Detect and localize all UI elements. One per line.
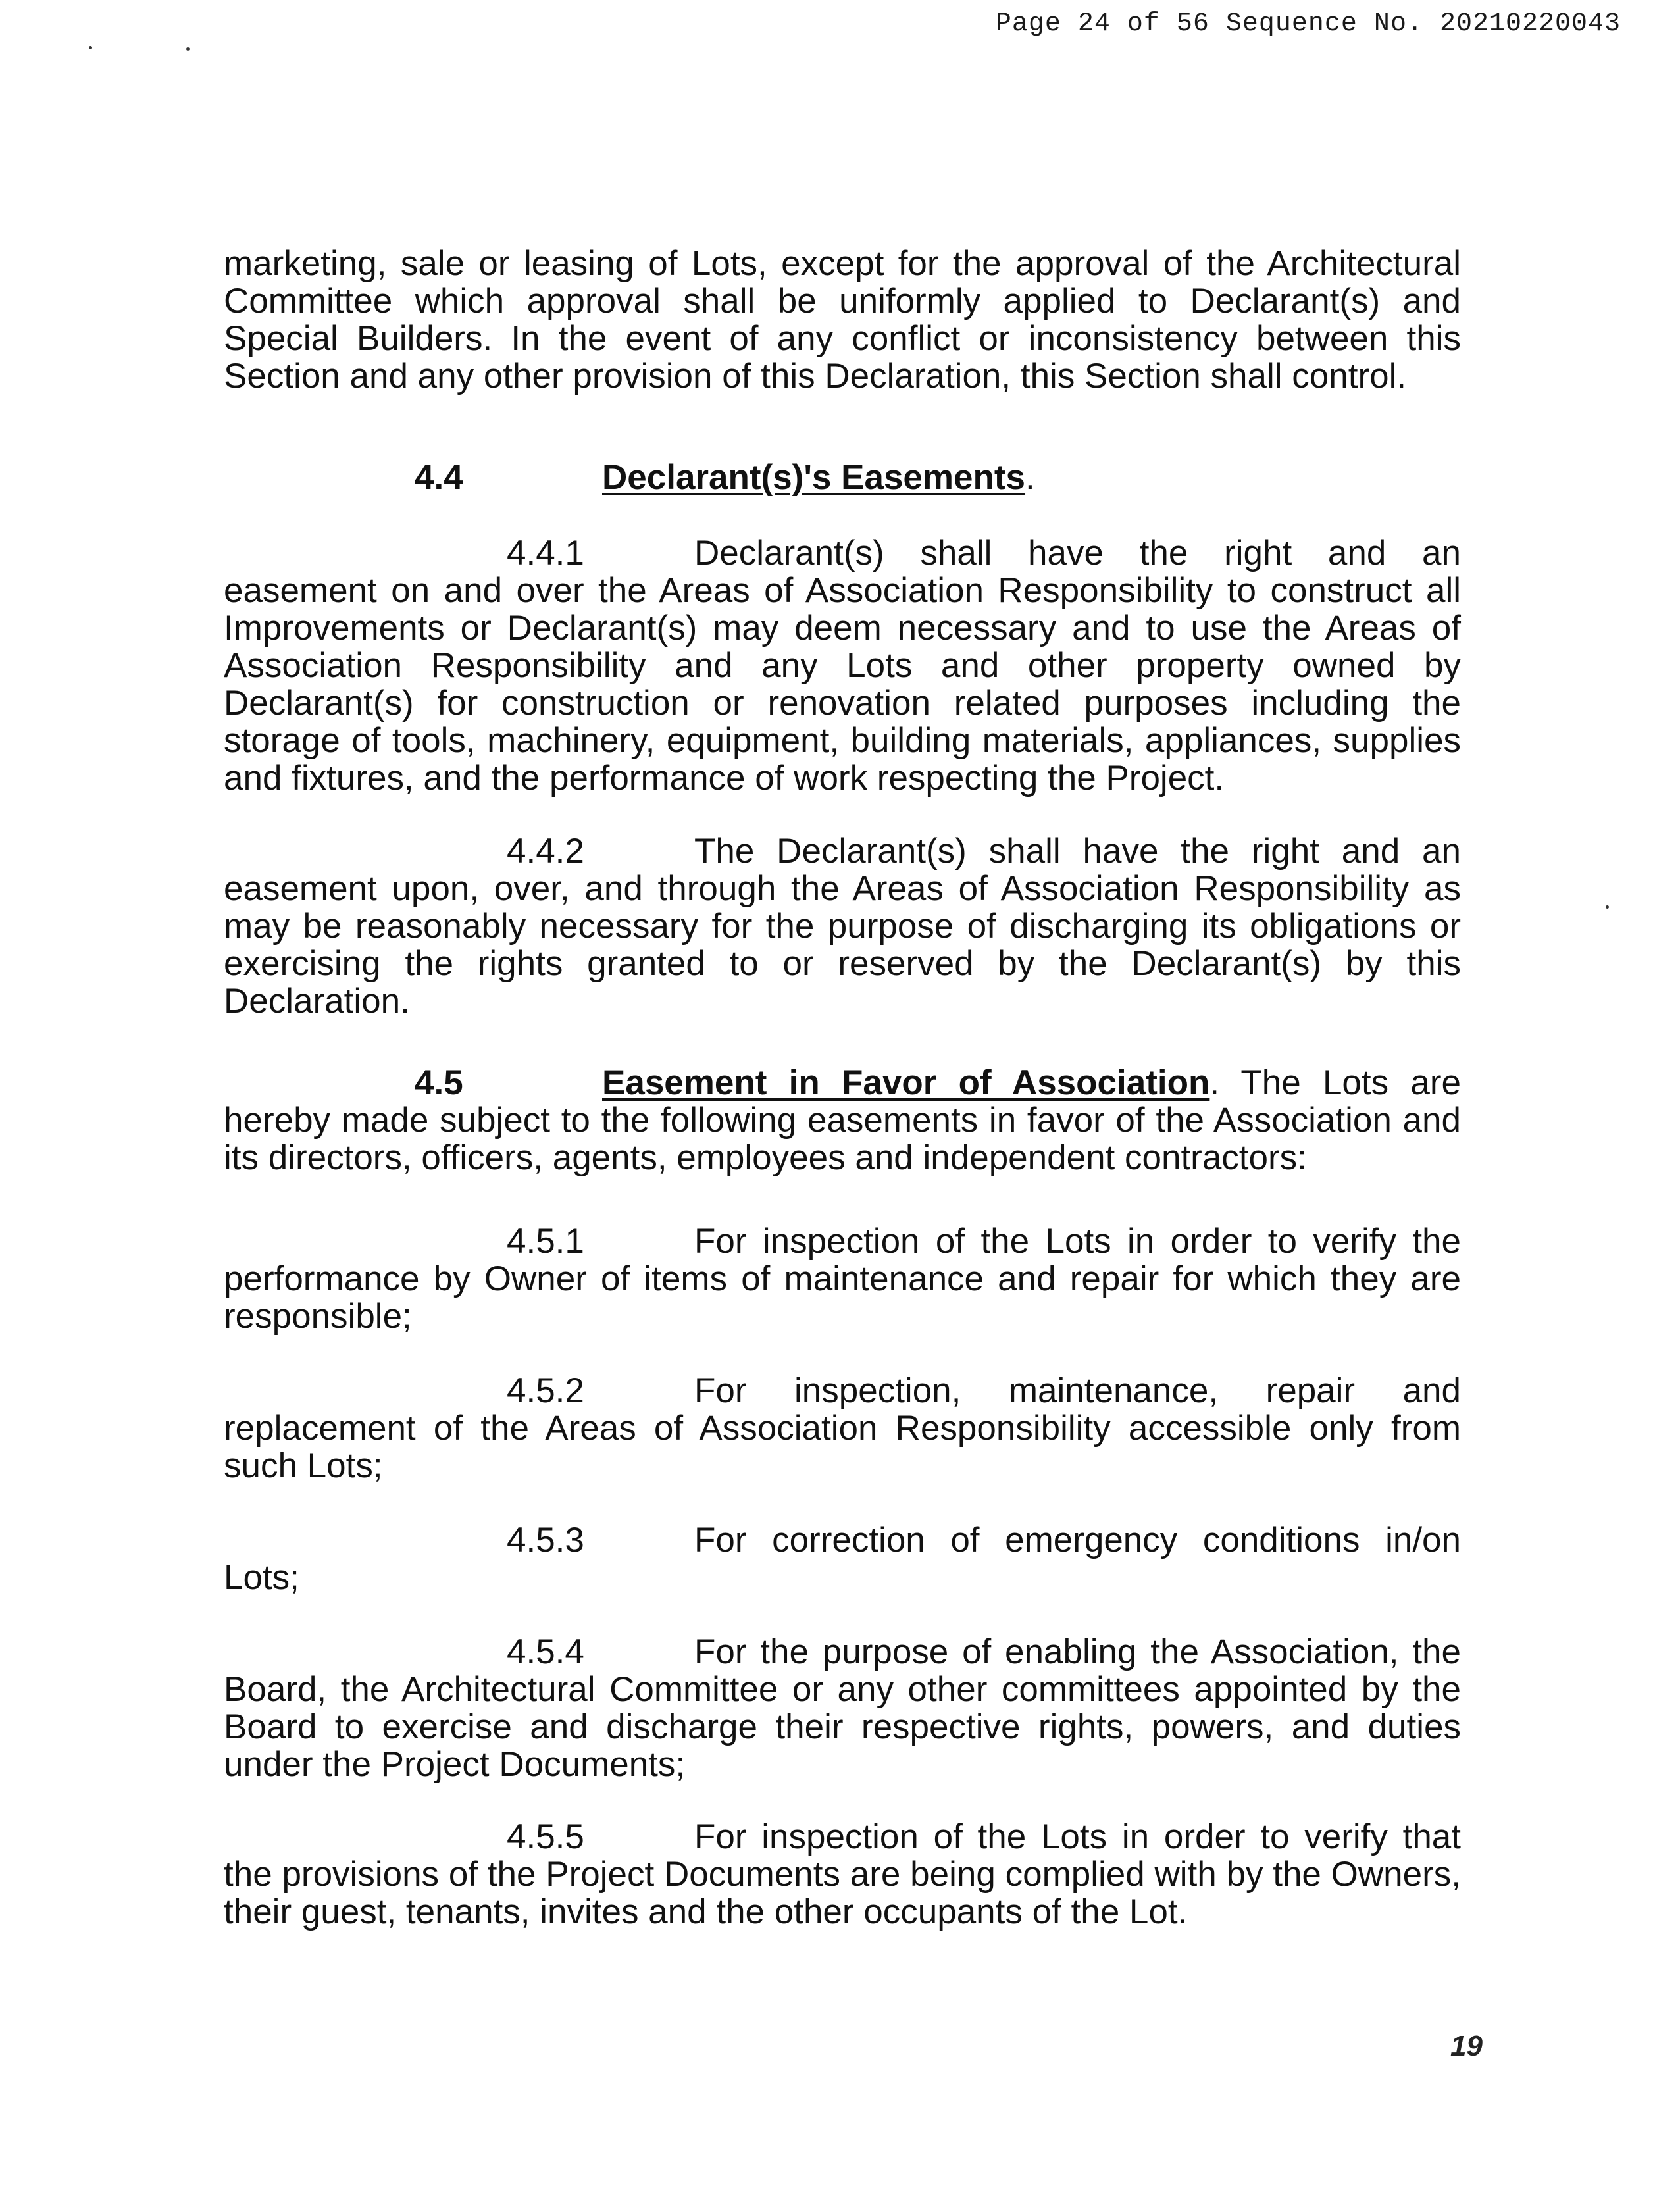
subsection-label: 4.4.1 <box>507 534 584 572</box>
subsection-4-5-4 <box>224 1633 1461 1783</box>
subsection-first-line: For the purpose of enabling the Association, the <box>694 1632 1461 1671</box>
subsection-body: easement upon, over, and through the Areas of Association Responsibility as may be reasonably necessary for the purpose of discharging its obligations or exercising the rights granted to or reserved by the Declarant(s) by this Declaration. <box>224 869 1461 1021</box>
subsection-label: 4.5.2 <box>507 1371 584 1410</box>
subsection-label: 4.5.4 <box>507 1632 584 1671</box>
subsection-4-4-1 <box>224 534 1461 797</box>
intro-paragraph <box>224 245 1461 395</box>
subsection-first-line: For inspection of the Lots in order to verify the <box>694 1222 1461 1261</box>
subsection-4-4-2 <box>224 832 1461 1020</box>
subsection-label: 4.5.5 <box>507 1817 584 1856</box>
subsection-body: Lots; <box>224 1558 299 1597</box>
section-4-4-heading <box>415 459 1035 496</box>
subsection-first-line: For inspection of the Lots in order to verify that <box>694 1817 1461 1856</box>
subsection-body: replacement of the Areas of Association Responsibility accessible only from such Lots; <box>224 1409 1461 1485</box>
scan-speck <box>89 46 92 49</box>
subsection-label: 4.5.1 <box>507 1222 584 1261</box>
subsection-4-5-1 <box>224 1223 1461 1335</box>
subsection-label: 4.5.3 <box>507 1521 584 1559</box>
subsection-first-line: Declarant(s) shall have the right and an <box>694 534 1461 572</box>
section-title: Easement in Favor of Association <box>602 1063 1210 1102</box>
section-body: hereby made subject to the following easements in favor of the Association and its directors, officers, agents, employees and independent contractors: <box>224 1101 1461 1177</box>
intro-text: marketing, sale or leasing of Lots, except for the approval of the Architectural Committee which approval shall be uniformly applied to Declarant(s) and Special Builders. In the event of any conflict or inconsistency between this Section and any other provision of this Declaration, this Section shall control. <box>224 244 1461 395</box>
section-number: 4.5 <box>415 1063 463 1102</box>
subsection-body: Board, the Architectural Committee or any other committees appointed by the Board to exercise and discharge their respective rights, powers, and duties under the Project Documents; <box>224 1670 1461 1784</box>
subsection-body: easement on and over the Areas of Association Responsibility to construct all Improvements or Declarant(s) may deem necessary and to use the Areas of Association Responsibility and any Lots and other property owned by Declarant(s) for construction or renovation related purposes including the storage of tools, machinery, equipment, building materials, appliances, supplies and fixtures, and the performance of work respecting the Project. <box>224 571 1461 797</box>
scan-speck <box>1606 905 1609 909</box>
subsection-first-line: The Declarant(s) shall have the right and an <box>694 832 1461 871</box>
scan-speck <box>186 47 190 51</box>
subsection-first-line: For correction of emergency conditions in/on <box>694 1521 1461 1559</box>
subsection-first-line: For inspection, maintenance, repair and <box>694 1371 1461 1410</box>
section-4-5 <box>224 1064 1461 1176</box>
subsection-4-5-5 <box>224 1818 1461 1931</box>
subsection-body: performance by Owner of items of maintenance and repair for which they are responsible; <box>224 1259 1461 1336</box>
section-title: Declarant(s)'s Easements <box>602 458 1026 497</box>
section-title-end: . <box>1025 458 1035 497</box>
section-number: 4.4 <box>415 458 463 497</box>
subsection-label: 4.4.2 <box>507 832 584 871</box>
page-number: 19 <box>1450 2030 1483 2062</box>
subsection-4-5-3 <box>224 1521 1461 1596</box>
subsection-body: the provisions of the Project Documents are being complied with by the Owners, their guest, tenants, invites and the other occupants of the Lot. <box>224 1855 1461 1931</box>
page-header: Page 24 of 56 Sequence No. 20210220043 <box>995 9 1621 39</box>
section-title-tail: . The Lots are <box>1209 1063 1461 1102</box>
subsection-4-5-2 <box>224 1372 1461 1484</box>
